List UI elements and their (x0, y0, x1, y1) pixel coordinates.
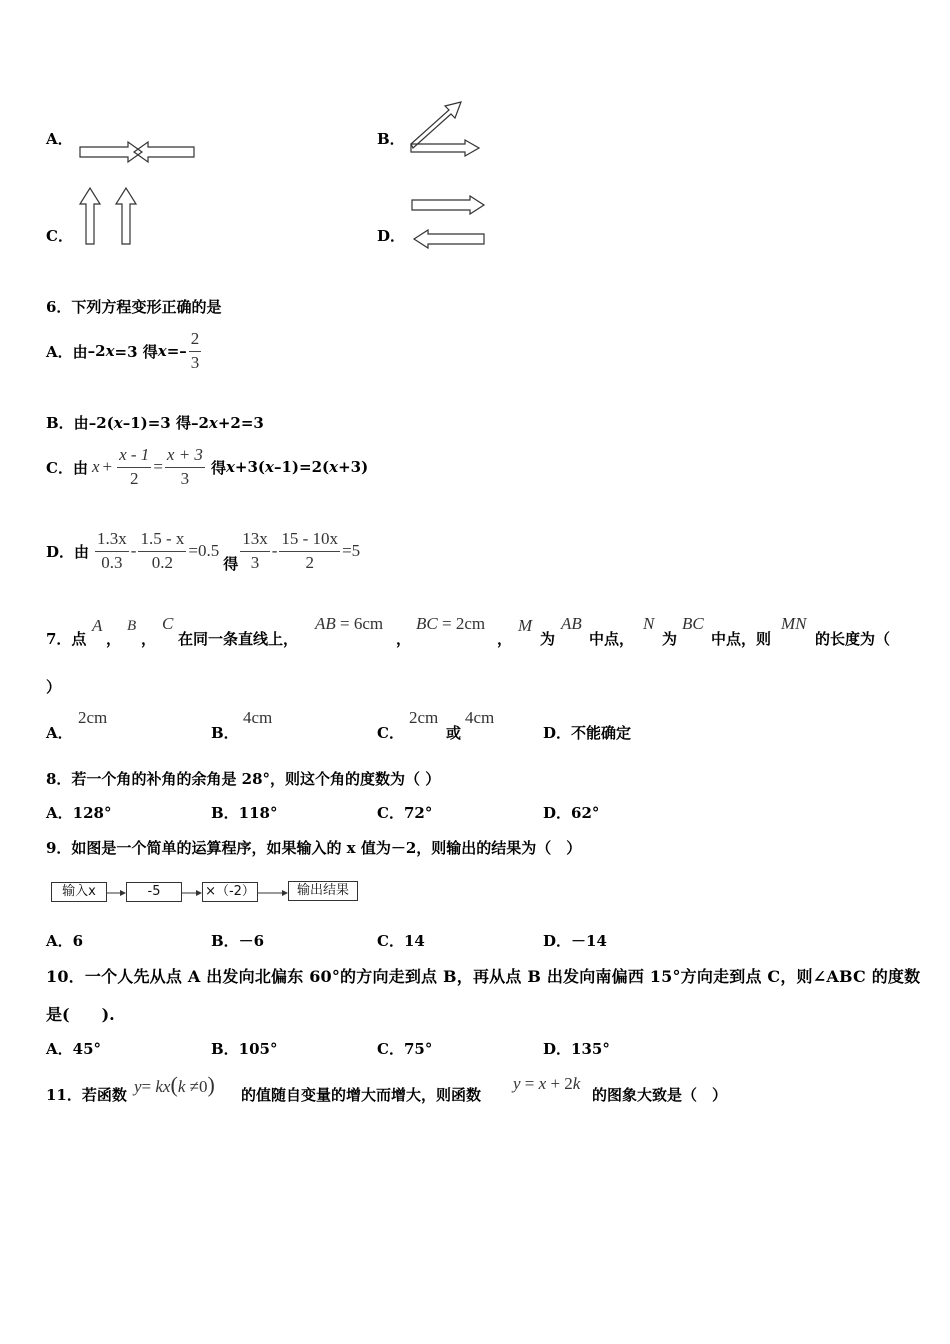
q11-tail-text: 的图象大致是（ ） (592, 1086, 728, 1104)
q6-d-frac1 (95, 530, 129, 572)
q9-flow-arrow-2 (182, 888, 204, 898)
q7-mid1: 中点， (589, 630, 635, 648)
q6-a-var2: x (157, 342, 167, 361)
q5-option-b-label[interactable]: B． (377, 130, 405, 148)
q7-mn: MN (781, 614, 807, 633)
q7-point-n: N (643, 614, 655, 633)
q6-d-num1: 1.3x (95, 530, 129, 552)
q6-d-minus1: - (130, 541, 137, 561)
q5-figure-d-arrows (408, 192, 490, 252)
q9-flow-arrow-1 (107, 888, 127, 898)
q6-d-num4: 15 - 10x (279, 530, 340, 552)
q6-d-frac3 (240, 530, 270, 572)
q6-d-frac2 (138, 530, 186, 572)
q7-ab-symbol: AB (315, 614, 336, 633)
q11-f1-kx: kx (155, 1077, 171, 1096)
q6-d-de: 得 (223, 554, 239, 573)
q5-figure-c-arrows (76, 186, 146, 248)
q7-option-a-value: 2cm (78, 708, 108, 727)
q7-close-paren: ） (46, 678, 62, 696)
q11-f1-lparen: ( (170, 1072, 178, 1097)
q10-option-b[interactable]: B．105° (211, 1040, 278, 1058)
q6-c-r1: x (225, 458, 235, 477)
q6-d-den3: 3 (250, 552, 260, 572)
q7-length-text: 的长度为（ (815, 630, 891, 648)
q6-c-frac1 (117, 446, 151, 488)
q9-flow-times-box: ×（-2） (202, 882, 258, 902)
q7-option-a-label[interactable]: A． (46, 724, 73, 742)
q8-option-d[interactable]: D．62° (543, 804, 600, 822)
q6-stem: 6．下列方程变形正确的是 (46, 298, 222, 316)
q6-d-num2: 1.5 - x (138, 530, 186, 552)
q11-f2-plus2: + 2 (546, 1074, 573, 1093)
q6-d-num3: 13x (240, 530, 270, 552)
q7-ab-value: = 6cm (340, 614, 384, 633)
q5-figure-a-arrows (78, 138, 198, 166)
q6-c-label: C．由 (46, 458, 88, 477)
q6-a-den: 3 (190, 352, 200, 372)
q6-b-t2: –1)=3 得–2 (122, 414, 209, 432)
q8-option-c[interactable]: C．72° (377, 804, 433, 822)
q6-option-b[interactable] (46, 412, 264, 433)
q6-d-minus2: - (271, 541, 278, 561)
q6-d-label: D．由 (46, 542, 90, 561)
q7-option-b-value: 4cm (243, 708, 273, 727)
q10-option-d[interactable]: D．135° (543, 1040, 610, 1058)
q11-f2-x: x (538, 1074, 547, 1093)
q6-c-r6: +3) (338, 458, 369, 477)
q7-point-m: M (518, 616, 533, 635)
q5-option-a-label[interactable]: A． (46, 130, 73, 148)
q11-f2-y: y (513, 1074, 521, 1093)
q6-a-rhs: =– (166, 342, 187, 361)
q5-figure-b-arrows (405, 100, 485, 160)
q9-flow-input-box: 输入x (51, 882, 107, 902)
q6-b-t1: –2( (88, 414, 114, 432)
q6-c-den1: 2 (129, 468, 139, 488)
q6-d-den2: 0.2 (151, 552, 174, 572)
q7-comma1: ， (106, 630, 122, 648)
q11-f1-neq: ≠0 (185, 1077, 208, 1096)
q6-b-v1: x (113, 414, 123, 432)
q11-f2-k: k (572, 1074, 581, 1093)
q7-mid2: 中点，则 (711, 630, 772, 648)
q6-c-frac2 (165, 446, 205, 488)
q10-stem-line1: 10．一个人先从点 A 出发向北偏东 60°的方向走到点 B，再从点 B 出发向南偏西 15°方向走到点 C，则∠ABC 的度数 (46, 967, 921, 986)
q7-number: 7．点 (46, 630, 87, 648)
q6-a-num: 2 (189, 330, 202, 352)
q7-point-c: C (162, 614, 174, 633)
q7-comma3: ， (396, 630, 412, 648)
q9-option-c[interactable]: C．14 (377, 932, 425, 950)
q6-a-eq: =3 得 (114, 342, 158, 361)
q7-collinear-text: 在同一条直线上， (178, 630, 299, 648)
q10-option-a[interactable]: A．45° (46, 1040, 102, 1058)
q11-f1-y: y (134, 1077, 142, 1096)
q7-bc-length (416, 614, 485, 634)
q7-option-c-or: 或 (446, 724, 462, 742)
q7-option-b-label[interactable]: B． (211, 724, 239, 742)
q9-stem: 9．如图是一个简单的运算程序，如果输入的 x 值为－2，则输出的结果为（ ） (46, 839, 582, 857)
q7-ab2: AB (561, 614, 582, 633)
q6-a-lhs: –2 (87, 342, 106, 361)
q11-middle-text: 的值随自变量的增大而增大，则函数 (241, 1086, 482, 1104)
q6-c-plus: + (102, 457, 113, 477)
q7-wei1: 为 (540, 630, 556, 648)
q6-c-eq: = (153, 457, 163, 477)
q9-flow-minus5-box: -5 (126, 882, 182, 902)
q6-c-r3: x (265, 458, 274, 477)
q7-option-c-value2: 4cm (465, 708, 495, 727)
q10-option-c[interactable]: C．75° (377, 1040, 433, 1058)
q5-option-c-label[interactable]: C． (46, 227, 73, 245)
q6-b-label: B．由 (46, 414, 89, 432)
q6-d-frac4 (279, 530, 340, 572)
q7-ab-length (315, 614, 383, 634)
q7-bc2: BC (682, 614, 704, 633)
q6-c-r2: +3( (234, 458, 266, 477)
q7-option-c-value1: 2cm (409, 708, 439, 727)
q6-c-num1: x - 1 (117, 446, 151, 468)
q11-f1-k: k (177, 1077, 186, 1096)
q11-f1-rparen: ) (207, 1072, 215, 1097)
q7-point-a: A (92, 616, 103, 635)
q6-d-eq2: =5 (342, 541, 361, 561)
q6-d-eq1: =0.5 (188, 541, 220, 561)
q7-option-d[interactable]: D．不能确定 (543, 724, 632, 742)
q6-a-fraction (189, 330, 202, 372)
q7-comma4: ， (497, 630, 513, 648)
q11-function-1 (134, 1072, 215, 1098)
q7-comma2: ， (141, 630, 157, 648)
q8-stem: 8．若一个角的补角的余角是 28°，则这个角的度数为（ ） (46, 770, 441, 788)
q7-point-b: B (127, 618, 137, 634)
q7-bc-symbol: BC (416, 614, 438, 633)
q8-option-a[interactable]: A．128° (46, 804, 112, 822)
q9-flow-output-box: 输出结果 (288, 881, 358, 901)
q9-option-b[interactable]: B．－6 (211, 932, 265, 950)
q7-wei2: 为 (662, 630, 678, 648)
q11-function-2 (513, 1074, 580, 1094)
q6-option-d[interactable] (46, 530, 360, 572)
q6-c-r5: x (329, 458, 339, 477)
q10-stem-line2: 是( ). (46, 1005, 115, 1024)
q6-c-den2: 3 (180, 468, 190, 488)
q5-option-d-label[interactable]: D． (377, 227, 406, 245)
q8-option-b[interactable]: B．118° (211, 804, 278, 822)
q6-b-t3: +2=3 (217, 414, 264, 432)
q6-option-c[interactable] (46, 446, 368, 488)
q6-a-var: x (105, 342, 115, 361)
q7-option-c-label[interactable]: C． (377, 724, 404, 742)
q6-c-x: x (91, 457, 100, 477)
q7-bc-value: = 2cm (441, 614, 486, 633)
q6-c-de: 得 (210, 458, 226, 477)
q6-b-v2: x (208, 414, 218, 432)
q6-c-num2: x + 3 (165, 446, 205, 468)
q11-f2-eq: = (520, 1074, 539, 1093)
q9-flow-arrow-3 (258, 888, 290, 898)
q6-a-label: A．由 (46, 342, 88, 361)
q6-c-r4: –1)=2( (273, 458, 330, 477)
q6-d-den1: 0.3 (101, 552, 123, 572)
q11-lead: 11．若函数 (46, 1086, 127, 1104)
q9-option-d[interactable]: D．－14 (543, 932, 607, 950)
q9-option-a[interactable]: A．6 (46, 932, 84, 950)
q6-option-a[interactable] (46, 330, 203, 372)
q6-d-den4: 2 (305, 552, 314, 572)
q11-f1-eq: = (141, 1077, 156, 1096)
